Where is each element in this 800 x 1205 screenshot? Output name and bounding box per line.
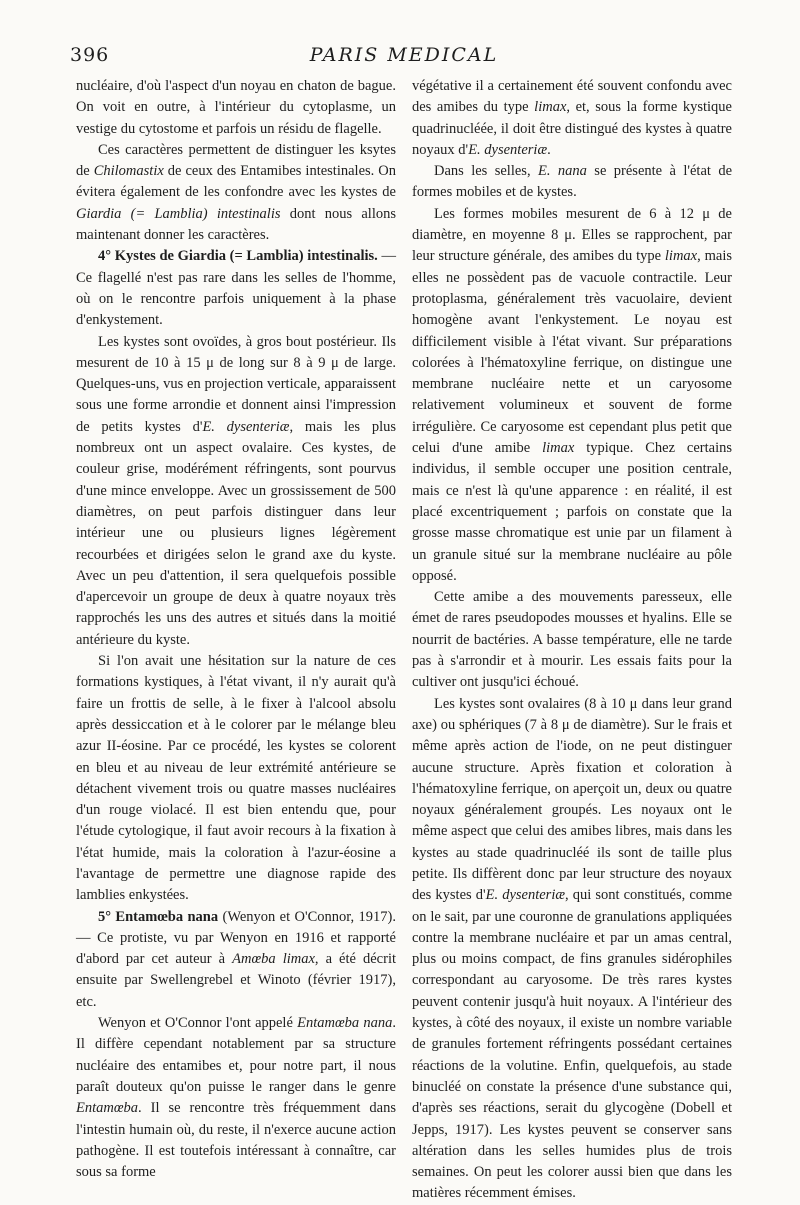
paragraph: végétative il a certainement été souvent confondu avec des amibes du type limax, et, sous la forme kystique quadrinucléée, il doit être distingué des kystes à quatre noyaux d'E. dysenteriæ.: [412, 78, 732, 158]
paragraph: Les formes mobiles mesurent de 6 à 12 μ de diamètre, en moyenne 8 μ. Elles se rapprochent, par leur structure générale, des amibes du type limax, mais elles ne possèdent pas de vacuole contractile. Leur protoplasma, généralement très vacuolaire, devient homogène avant l'enkystement. Le noyau est difficilement visible à l'état vivant. Sur préparations colorées à l'hématoxyline ferrique, on distingue une membrane nucléaire nette et un caryosome relativement volumineux et souvent de forme irrégulière. Ce caryosome est cependant plus petit que celui d'une amibe limax typique. Chez certains individus, il semble occuper une position centrale, mais ce n'est là qu'une apparence : en réalité, il est placé excentriquement ; parfois on constate que la grosse masse chromatique est unie par un filament à un granule situé sur la membrane nucléaire au pôle opposé.: [412, 205, 732, 584]
page-header: [70, 44, 738, 78]
left-column: [76, 76, 396, 1183]
section-heading-giardia: 4° Kystes de Giardia (= Lamblia) intestinalis. — Ce flagellé n'est pas rare dans les selles de l'homme, où on le rencontre parfois uniquement à la phase d'enkystement.: [76, 248, 396, 329]
section-heading-entamoeba-nana: 5° Entamœba nana (Wenyon et O'Connor, 1917). — Ce protiste, vu par Wenyon en 1916 et rapporté d'abord par cet auteur à Amœba limax, a été décrit ensuite par Swellengrebel et Winoto (février 1917), etc.: [76, 908, 397, 1010]
paragraph: Les kystes sont ovoïdes, à gros bout postérieur. Ils mesurent de 10 à 15 μ de long sur 8 à 9 μ de large. Quelques-uns, vus en projection verticale, apparaissent sous une forme arrondie et donnent ainsi l'impression de petits kystes d'E. dysenteriæ, mais les plus nombreux ont un aspect ovalaire. Ces kystes, de couleur grise, modérément réfringents, sont pourvus d'une mince enveloppe. Avec un grossissement de 500 diamètres, on peut parfois distinguer dans leur intérieur une ou plusieurs lignes légèrement recourbées et dirigées selon le grand axe du kyste. Avec un peu d'attention, il sera quelquefois possible d'apercevoir un groupe de deux à quatre noyaux très rapprochés les uns des autres et situés dans la moitié antérieure du kyste.: [76, 333, 396, 648]
paragraph: Dans les selles, E. nana se présente à l'état de formes mobiles et de kystes.: [412, 163, 733, 201]
page-number: 396: [70, 44, 110, 66]
right-column: [412, 76, 732, 1205]
paragraph: Cette amibe a des mouvements paresseux, elle émet de rares pseudopodes mousses et hyalins. Elle se nourrit de bactéries. A basse température, elle ne tarde pas à s'arrondir et à mourir. Les essais faits pour la cultiver ont jusqu'ici échoué.: [412, 589, 732, 691]
paragraph: Ces caractères permettent de distinguer les ksytes de Chilomastix de ceux des Entamibes intestinales. On évitera également de les confondre avec les kystes de Giardia (= Lamblia) intestinalis dont nous allons maintenant donner les caractères.: [76, 141, 396, 244]
paragraph: Si l'on avait une hésitation sur la nature de ces formations kystiques, à l'état vivant, il n'y aurait qu'à faire un frottis de selle, à le fixer à l'alcool absolu après dessiccation et à le colorer par le mélange bleu azur II-éosine. Par ce procédé, les kystes se colorent en bleu et au niveau de leur extrémité antérieure se détachent vivement trois ou quatre masses nucléaires d'un rouge violacé. Il est bien entendu que, pour l'étude cytologique, il faut avoir recours à la fixation à l'état humide, mais la coloration à l'azur-éosine a l'avantage de permettre une diagnose rapide des lamblies enkystées.: [76, 653, 396, 904]
paragraph: nucléaire, d'où l'aspect d'un noyau en chaton de bague. On voit en outre, à l'intérieur du cytoplasme, un vestige du cytostome et parfois un résidu de flagelle.: [76, 78, 396, 137]
paragraph: Les kystes sont ovalaires (8 à 10 μ dans leur grand axe) ou sphériques (7 à 8 μ de diamètre). Sur le frais et même après action de l'iode, on ne peut distinguer aucune structure. Après fixation et coloration à l'hématoxyline ferrique, on aperçoit un, deux ou quatre noyaux généralement groupés. Les noyaux ont le même aspect que celui des amibes libres, mais dans les kystes au stade quadrinucléé ils sont de taille plus petite. Ils diffèrent donc par leur structure des noyaux des kystes d'E. dysenteriæ, qui sont constitués, comme on le sait, par une couronne de granulations appliquées contre la membrane nucléaire et par un amas central, plus ou moins compact, de fins granules sidérophiles correspondant au caryosome. De très rares kystes peuvent contenir jusqu'à huit noyaux. A l'intérieur des kystes, à côté des noyaux, il existe un nombre variable de granules fortement réfringents possédant certaines réactions de la volutine. Enfin, quelquefois, au stade binucléé on constate la présence d'une substance qui, d'après ses réactions, serait du glycogène (Dobell et Jepps, 1917). Les kystes peuvent se conserver sans altération dans les selles humides plus de trois semaines. On peut les colorer aussi bien que dans les matières récemment émises.: [412, 695, 733, 1202]
running-title: PARIS MEDICAL: [309, 44, 499, 66]
paragraph: Wenyon et O'Connor l'ont appelé Entamœba nana. Il diffère cependant notablement par sa structure nucléaire des entamibes et, pour notre part, il nous paraît douteux qu'on puisse le ranger dans le genre Entamœba. Il se rencontre très fréquemment dans l'intestin humain où, du reste, il n'exerce aucune action pathogène. Il est toutefois intéressant à connaître, car sous sa forme: [76, 1015, 396, 1181]
